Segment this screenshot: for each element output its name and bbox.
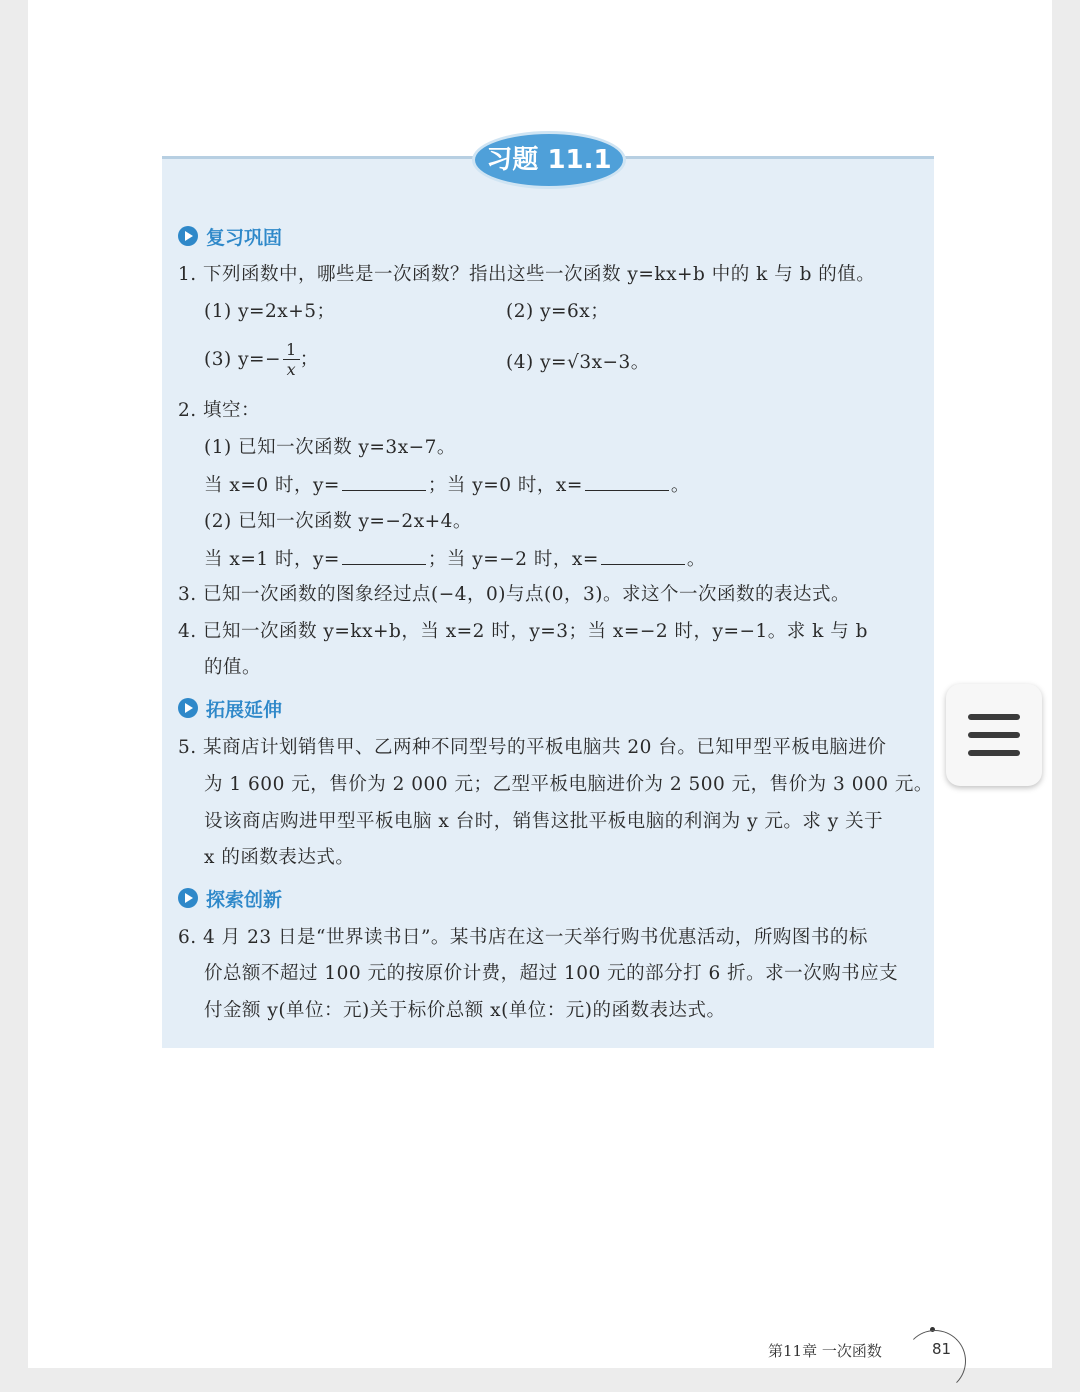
q1-part3-numerator: 1 xyxy=(283,341,300,360)
play-icon xyxy=(178,226,198,246)
section-review-heading xyxy=(178,223,282,249)
q2-part1-blank-x xyxy=(585,472,669,491)
q2-part1-end: 。 xyxy=(670,475,690,496)
q6-line3: 付金额 y(单位：元)关于标价总额 x(单位：元)的函数表达式。 xyxy=(204,1000,726,1021)
page-number: 81 xyxy=(932,1340,952,1358)
q2-part1-text-b: ；当 y=0 时，x= xyxy=(427,475,583,496)
q2-part2-blank-y xyxy=(342,546,426,565)
q2-stem: 2. 填空： xyxy=(178,400,261,421)
q1-stem: 1. 下列函数中，哪些是一次函数？指出这些一次函数 y=kx+b 中的 k 与 b 的值。 xyxy=(178,264,876,285)
q2-part1: (1) 已知一次函数 y=3x−7。 xyxy=(204,437,456,458)
menu-icon xyxy=(968,714,1020,720)
q2-part2-text-a: 当 x=1 时，y= xyxy=(204,549,340,570)
q1-part4: (4) y=√3x−3。 xyxy=(506,352,650,373)
q1-part2: (2) y=6x； xyxy=(506,301,610,322)
q2-part2: (2) 已知一次函数 y=−2x+4。 xyxy=(204,511,472,532)
section-review-label: 复习巩固 xyxy=(206,226,283,249)
q3-text: 3. 已知一次函数的图象经过点(−4，0)与点(0，3)。求这个一次函数的表达式。 xyxy=(178,584,850,605)
q2-part2-fill xyxy=(204,546,706,573)
q2-part2-end: 。 xyxy=(686,549,706,570)
q1-part3-prefix: (3) y=− xyxy=(204,349,282,370)
q5-line2: 为 1 600 元，售价为 2 000 元；乙型平板电脑进价为 2 500 元，售价为 3 000 元。 xyxy=(204,774,933,795)
q2-part2-blank-x xyxy=(601,546,685,565)
q2-part2-text-b: ；当 y=−2 时，x= xyxy=(427,549,599,570)
q2-part1-text-a: 当 x=0 时，y= xyxy=(204,475,340,496)
q6-line2: 价总额不超过 100 元的按原价计费，超过 100 元的部分打 6 折。求一次购书应支 xyxy=(204,963,899,984)
q4-line1: 4. 已知一次函数 y=kx+b，当 x=2 时，y=3；当 x=−2 时，y=−1。求 k 与 b xyxy=(178,621,868,642)
q4-line2: 的值。 xyxy=(204,657,262,678)
menu-icon xyxy=(968,750,1020,756)
section-extend-heading xyxy=(178,695,282,721)
q2-part1-blank-y xyxy=(342,472,426,491)
menu-button[interactable] xyxy=(946,684,1042,786)
section-explore-label: 探索创新 xyxy=(206,888,283,911)
q1-part3-suffix: ； xyxy=(299,349,319,370)
play-icon xyxy=(178,888,198,908)
q6-line1: 6. 4 月 23 日是“世界读书日”。某书店在这一天举行购书优惠活动，所购图书的标 xyxy=(178,927,868,948)
section-explore-heading xyxy=(178,885,282,911)
q1-part3-denominator: x xyxy=(286,359,297,379)
play-icon xyxy=(178,698,198,718)
footer-chapter: 第11章 一次函数 xyxy=(768,1342,882,1360)
q2-part1-fill xyxy=(204,472,690,499)
section-extend-label: 拓展延伸 xyxy=(206,698,283,721)
q1-part3 xyxy=(204,340,319,380)
q5-line3: 设该商店购进甲型平板电脑 x 台时，销售这批平板电脑的利润为 y 元。求 y 关于 xyxy=(204,811,884,832)
exercise-title: 习题 11.1 xyxy=(472,131,626,189)
menu-icon xyxy=(968,732,1020,738)
q1-part1: (1) y=2x+5； xyxy=(204,301,336,322)
q1-part3-fraction xyxy=(283,341,300,380)
q5-line4: x 的函数表达式。 xyxy=(204,847,355,868)
q5-line1: 5. 某商店计划销售甲、乙两种不同型号的平板电脑共 20 台。已知甲型平板电脑进价 xyxy=(178,737,887,758)
